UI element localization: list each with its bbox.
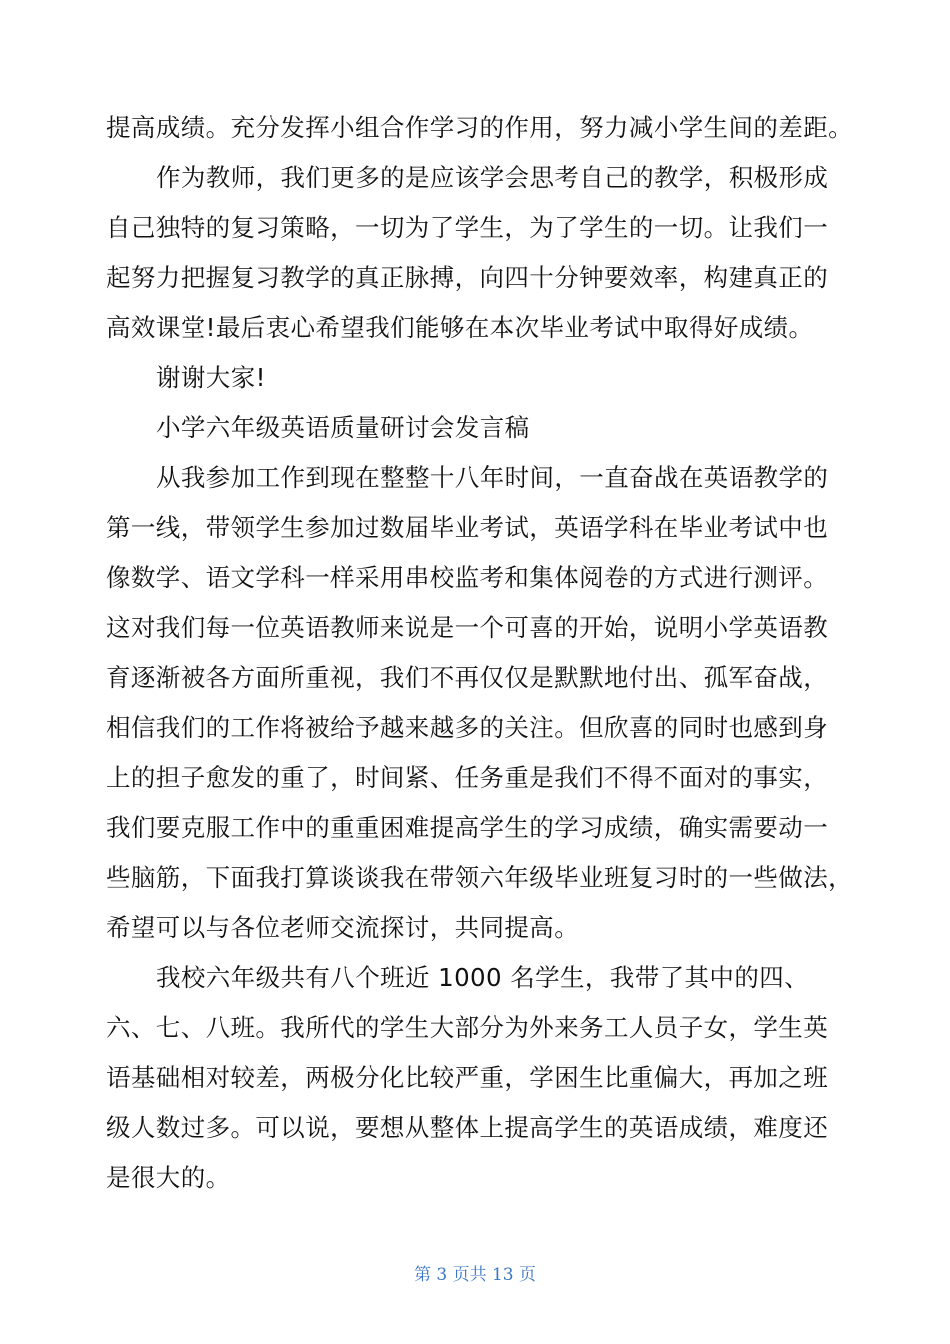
text-line: 提高成绩。充分发挥小组合作学习的作用，努力减小学生间的差距。: [106, 113, 853, 142]
paragraph-first-line: 从我参加工作到现在整整十八年时间，一直奋战在英语教学的: [156, 463, 829, 492]
text-line: 六、七、八班。我所代的学生大部分为外来务工人员子女，学生英: [106, 1013, 829, 1042]
text-line: 像数学、语文学科一样采用串校监考和集体阅卷的方式进行测评。: [106, 563, 829, 592]
text-line: 些脑筋，下面我打算谈谈我在带领六年级毕业班复习时的一些做法，: [106, 863, 853, 892]
text-line: 我们要克服工作中的重重困难提高学生的学习成绩，确实需要动一: [106, 813, 829, 842]
text-line: 起努力把握复习教学的真正脉搏，向四十分钟要效率，构建真正的: [106, 263, 829, 292]
paragraph-first-line: 我校六年级共有八个班近 1000 名学生，我带了其中的四、: [156, 963, 810, 992]
paragraph-first-line: 作为教师，我们更多的是应该学会思考自己的教学，积极形成: [156, 163, 829, 192]
text-line: 相信我们的工作将被给予越来越多的关注。但欣喜的同时也感到身: [106, 713, 829, 742]
text-line: 是很大的。: [106, 1163, 231, 1192]
text-line: 这对我们每一位英语教师来说是一个可喜的开始，说明小学英语教: [106, 613, 829, 642]
text-line: 级人数过多。可以说，要想从整体上提高学生的英语成绩，难度还: [106, 1113, 829, 1142]
text-line: 第一线，带领学生参加过数届毕业考试，英语学科在毕业考试中也: [106, 513, 829, 542]
text-line: 高效课堂!最后衷心希望我们能够在本次毕业考试中取得好成绩。: [106, 313, 814, 342]
text-line: 自己独特的复习策略，一切为了学生，为了学生的一切。让我们一: [106, 213, 829, 242]
closing-thanks: 谢谢大家!: [156, 363, 266, 392]
section-title: 小学六年级英语质量研讨会发言稿: [156, 413, 530, 442]
text-line: 育逐渐被各方面所重视，我们不再仅仅是默默地付出、孤军奋战，: [106, 663, 829, 692]
page-number-footer: 第 3 页共 13 页: [413, 1265, 537, 1285]
text-line: 语基础相对较差，两极分化比较严重，学困生比重偏大，再加之班: [106, 1063, 829, 1092]
text-line: 上的担子愈发的重了，时间紧、任务重是我们不得不面对的事实，: [106, 763, 829, 792]
text-line: 希望可以与各位老师交流探讨，共同提高。: [106, 913, 580, 942]
